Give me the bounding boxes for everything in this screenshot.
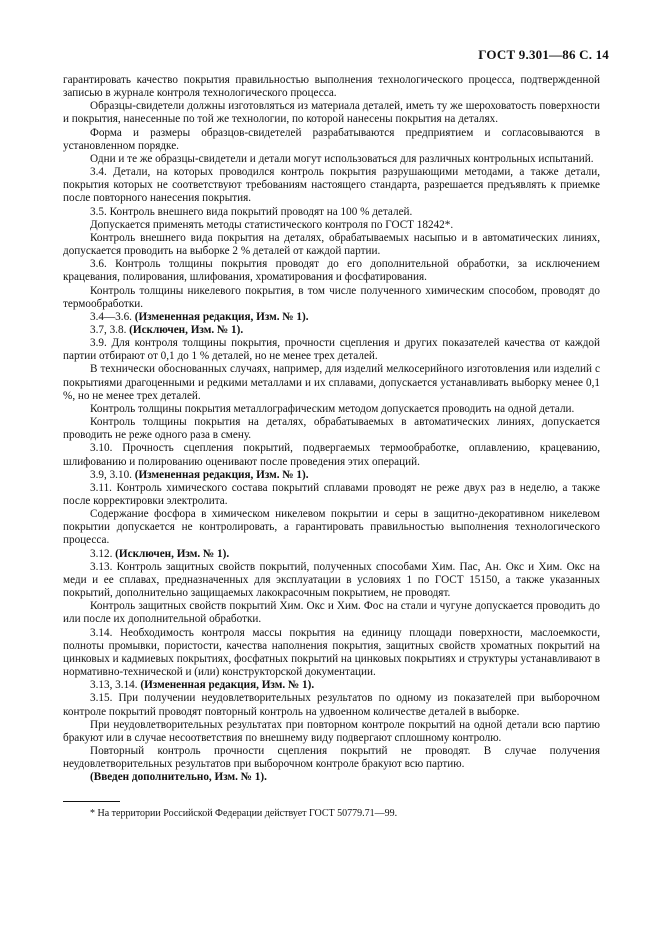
paragraph-text: Контроль внешнего вида покрытия на деталях, обрабатываемых насыпью и в автоматических линиях, допускается проводить на выборке 2 % деталей от каждой партии. [63, 231, 600, 258]
paragraph-text: В технически обоснованных случаях, например, для изделий мелкосерийного изготовления или изделий с покрытиями драгоценными и редкими металлами и их сплавами, допускается устанавливать выборку менее 0,1 %, но не менее трех деталей. [63, 363, 600, 402]
paragraph [63, 153, 600, 166]
paragraph-text: Допускается применять методы статистического контроля по ГОСТ 18242*. [90, 218, 454, 231]
paragraph [63, 337, 600, 363]
amendment-note: (Измененная редакция, Изм. № 1). [140, 679, 315, 692]
body-text [63, 74, 600, 784]
paragraph-text: Контроль толщины никелевого покрытия, в том числе полученного химическим способом, проводят до термообработки. [63, 284, 600, 310]
amendment-note: (Введен дополнительно, Изм. № 1). [90, 771, 267, 784]
paragraph [63, 416, 600, 442]
paragraph-text: 3.6. Контроль толщины покрытия проводят до его дополнительной обработки, за исключением крацевания, полирования, шлифования, хроматирования и фосфатирования. [63, 258, 600, 284]
footnote-rule [63, 801, 120, 802]
paragraph [63, 285, 600, 311]
footnote: * На территории Российской Федерации действует ГОСТ 50779.71—99. [90, 808, 398, 819]
paragraph [63, 232, 600, 258]
amendment-note: (Измененная редакция, Изм. № 1). [134, 310, 309, 323]
paragraph [63, 719, 600, 745]
paragraph [63, 627, 600, 680]
paragraph [63, 100, 600, 126]
paragraph-text: 3.9. Для контроля толщины покрытия, прочности сцепления и других показателей качества от каждой партии отбирают от 0,1 до 1 % деталей, но не менее трех деталей. [63, 337, 600, 363]
paragraph-text: 3.7, 3.8. [90, 323, 130, 336]
paragraph [63, 206, 600, 219]
paragraph [63, 127, 600, 153]
paragraph-text: Одни и те же образцы-свидетели и детали могут использоваться для различных контрольных испытаний. [90, 152, 594, 165]
paragraph [63, 745, 600, 771]
page-header: ГОСТ 9.301—86 С. 14 [478, 47, 609, 62]
paragraph-text: 3.13. Контроль защитных свойств покрытий, полученных способами Хим. Пас, Ан. Окс и Хим. Окс на меди и ее сплавах, предназначенных для эксплуатации в условиях 1 по ГОСТ 15150, а также указанных покрытий, дополнительно защищаемых лакокрасочным покрытием, не проводят. [63, 560, 600, 600]
paragraph [63, 771, 600, 784]
paragraph [63, 442, 600, 468]
paragraph [63, 600, 600, 626]
paragraph [63, 679, 600, 692]
paragraph-text: 3.12. [90, 547, 116, 560]
paragraph-text: 3.4. Детали, на которых проводился контроль покрытия разрушающими методами, а также детали, покрытия которых не соответствуют требованиям настоящего стандарта, разрешается предъявлять к приемке после повторного нанесения покрытия. [63, 166, 600, 205]
paragraph [63, 508, 600, 547]
paragraph [63, 166, 600, 205]
paragraph-text: 3.9, 3.10. [90, 468, 135, 481]
paragraph [63, 258, 600, 284]
amendment-note: (Измененная редакция, Изм. № 1). [134, 468, 309, 481]
paragraph [63, 482, 600, 508]
amendment-note: (Исключен, Изм. № 1). [115, 547, 230, 560]
paragraph-text: Контроль защитных свойств покрытий Хим. Окс и Хим. Фос на стали и чугуне допускается проводить до или после их дополнительной обработки. [63, 600, 600, 626]
paragraph-text: 3.13, 3.14. [90, 679, 141, 692]
paragraph [63, 311, 600, 324]
paragraph-text: Повторный контроль прочности сцепления покрытий не проводят. В случае получения неудовлетворительных результатов при выборочном контроле бракуют всю партию. [63, 744, 600, 771]
paragraph-text: Контроль толщины покрытия металлографическим методом допускается проводить на одной детали. [90, 402, 575, 415]
paragraph-text: 3.5. Контроль внешнего вида покрытий проводят на 100 % деталей. [90, 205, 413, 218]
paragraph [63, 74, 600, 100]
paragraph-text: Контроль толщины покрытия на деталях, обрабатываемых в автоматических линиях, допускается проводить не реже одного раза в смену. [63, 416, 600, 442]
paragraph-text: При неудовлетворительных результатах при повторном контроле покрытий на одной детали всю партию бракуют или в случае несоответствия по внешнему виду подвергают сплошному контролю. [63, 718, 600, 744]
paragraph [63, 692, 600, 718]
paragraph [63, 363, 600, 402]
paragraph-text: Образцы-свидетели должны изготовляться из материала деталей, иметь ту же шероховатость поверхности и покрытия, нанесенные по той же технологии, по которой нанесены покрытия на деталях. [63, 100, 600, 126]
paragraph-text: 3.11. Контроль химического состава покрытий сплавами проводят не реже двух раз в неделю, а также после корректировки электролита. [63, 481, 600, 507]
amendment-note: (Исключен, Изм. № 1). [129, 323, 244, 336]
paragraph [63, 219, 600, 232]
paragraph [63, 403, 600, 416]
paragraph [63, 324, 600, 337]
paragraph-text: 3.4—3.6. [90, 310, 135, 323]
paragraph [63, 469, 600, 482]
paragraph [63, 561, 600, 600]
paragraph-text: 3.15. При получении неудовлетворительных результатов по одному из показателей при выборочном контроле покрытий проводят повторный контроль на удвоенном количестве деталей в выборке. [63, 692, 600, 718]
paragraph-text: 3.14. Необходимость контроля массы покрытия на единицу площади поверхности, маслоемкости, полноты промывки, пористости, качества наполнения покрытия, защитных свойств хроматных покрытий на цинковых и кадмиевых покрытиях, фосфатных покрытий на цинковых покрытиях и структуры устанавливают в нормативно-технической и (или) конструкторской документации. [63, 626, 600, 679]
paragraph-text: гарантировать качество покрытия правильностью выполнения технологического процесса, подтвержденной записью в журнале контроля технологического процесса. [63, 74, 600, 100]
paragraph-text: Форма и размеры образцов-свидетелей разрабатываются предприятием и согласовываются в установленном порядке. [63, 126, 600, 152]
paragraph-text: 3.10. Прочность сцепления покрытий, подвергаемых термообработке, оплавлению, крацеванию, шлифованию и полированию оценивают после проведения этих операций. [63, 442, 600, 468]
paragraph-text: Содержание фосфора в химическом никелевом покрытии и серы в защитно-декоративном никелевом покрытии допускается не контролировать, а гарантировать правильностью выполнения технологического процесса. [63, 508, 600, 547]
paragraph [63, 548, 600, 561]
